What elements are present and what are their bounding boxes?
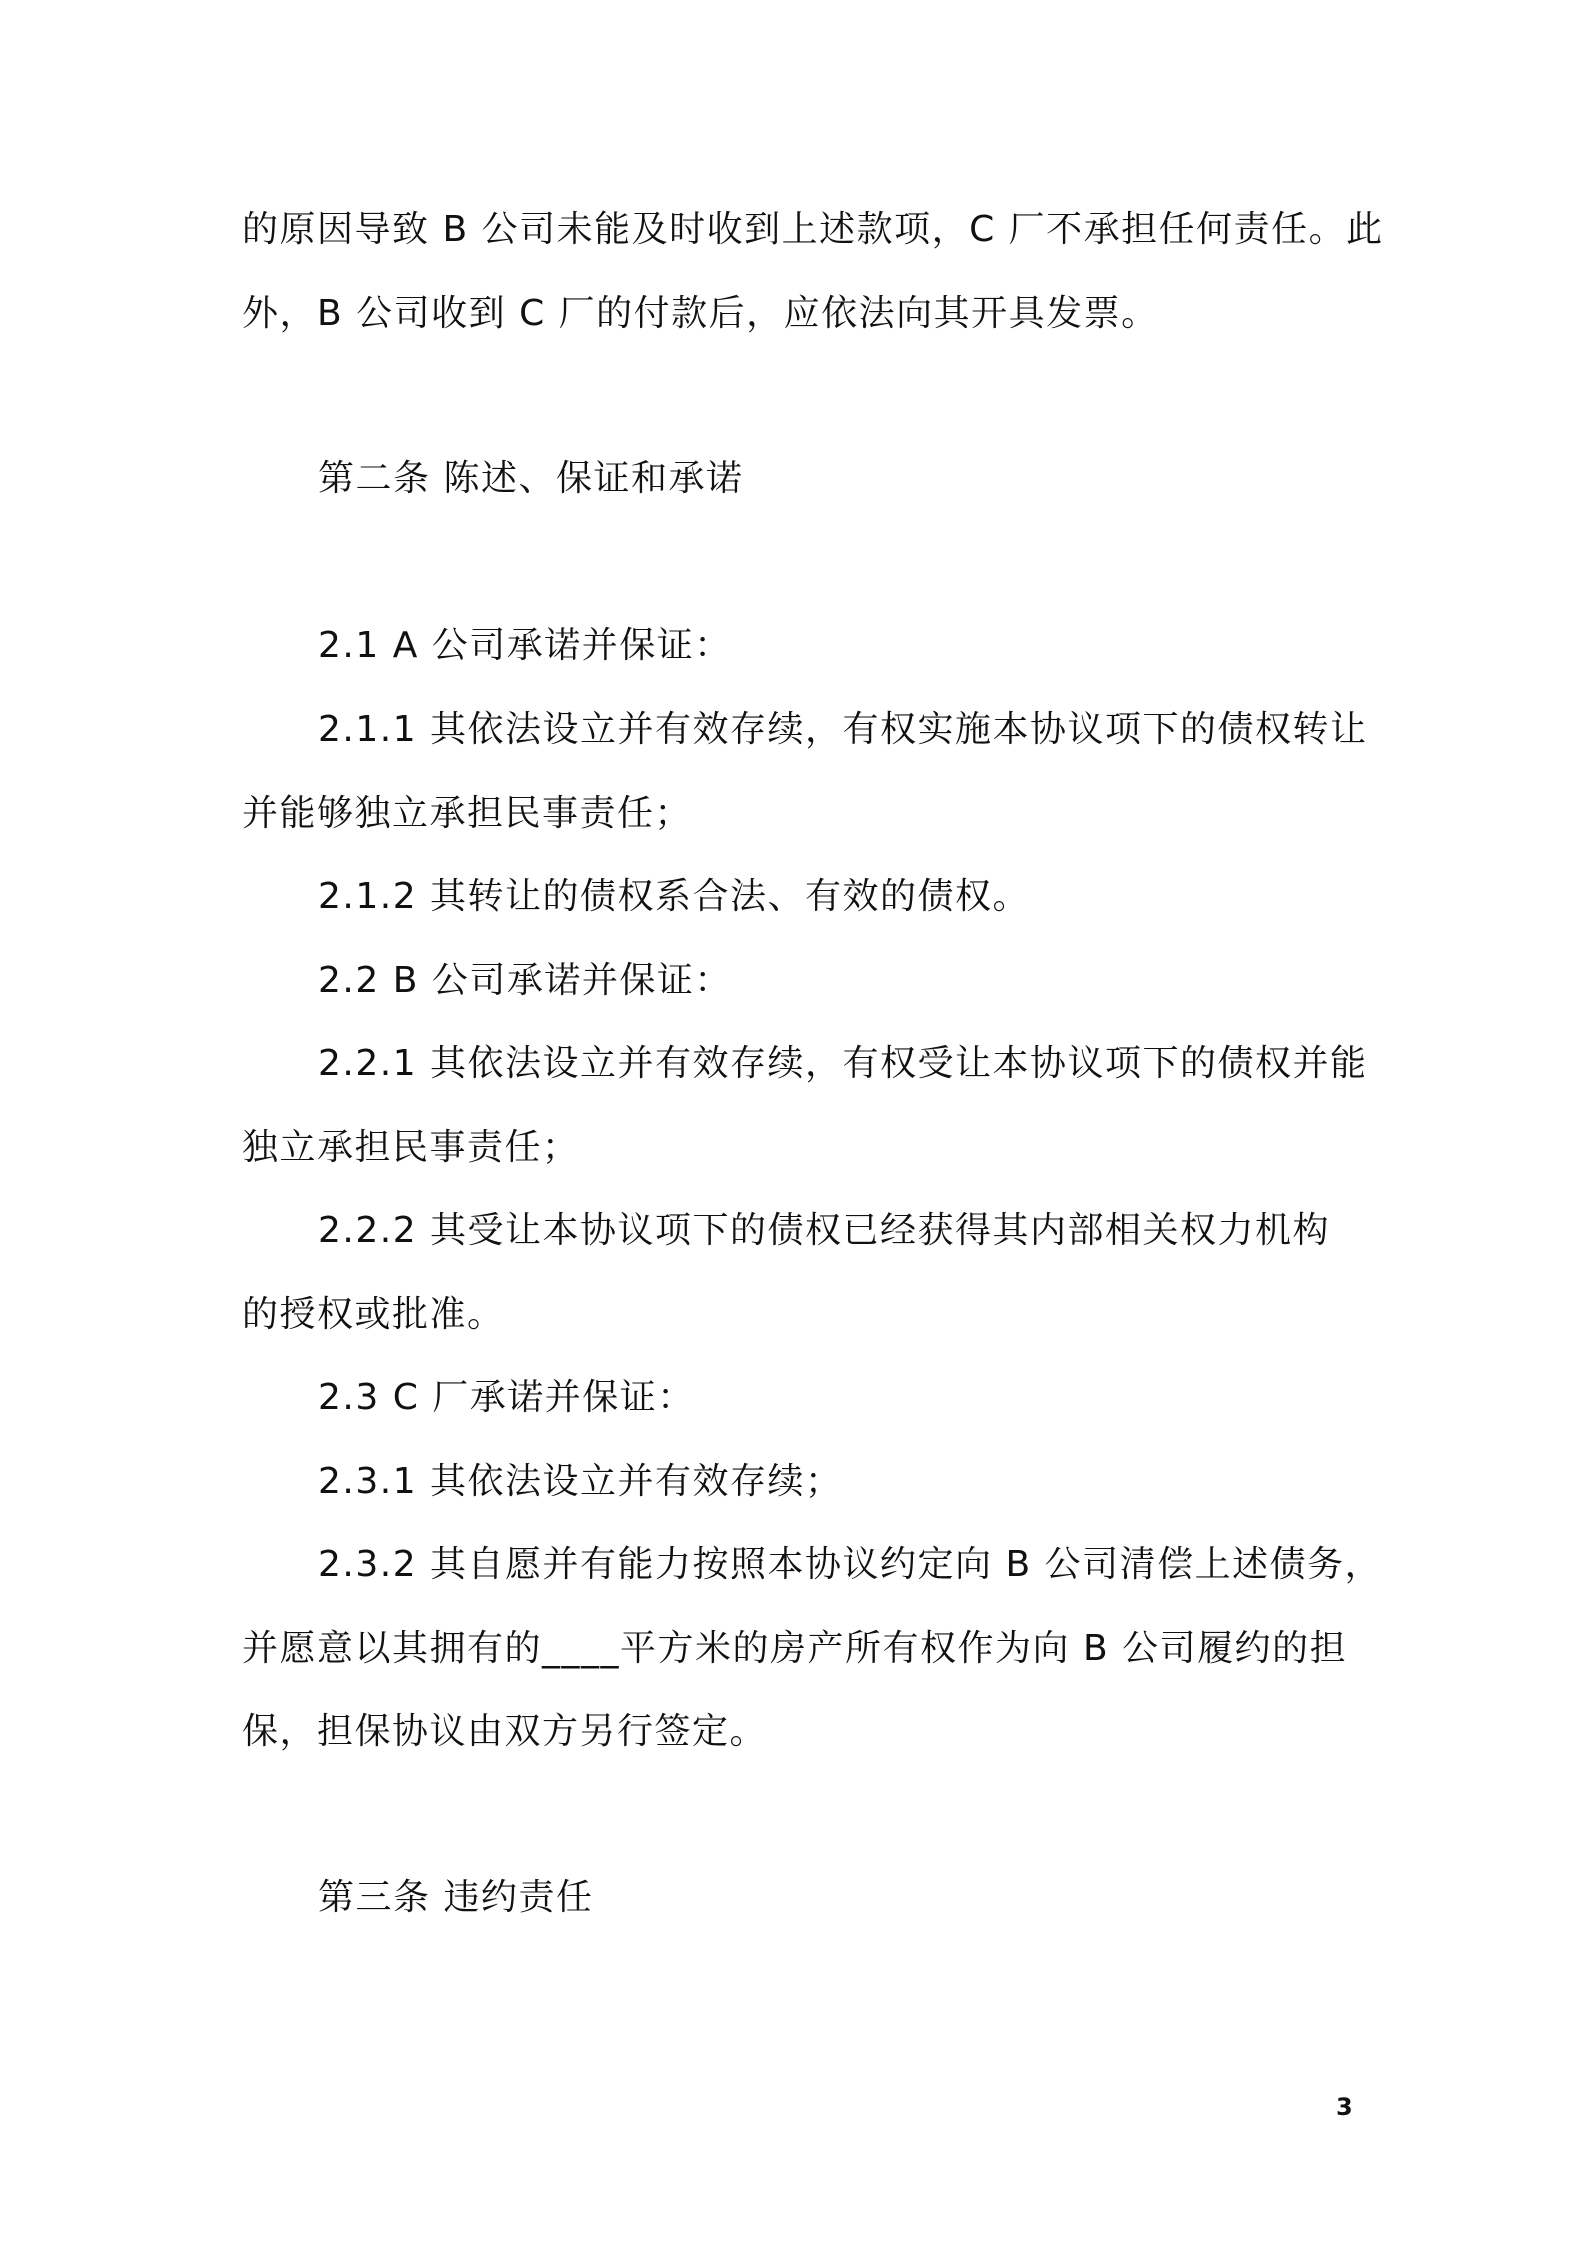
paragraph-line: 并愿意以其拥有的____平方米的房产所有权作为向 B 公司履约的担 (242, 1628, 1348, 1669)
paragraph-line: 2.1.1 其依法设立并有效存续，有权实施本协议项下的债权转让 (318, 709, 1368, 750)
paragraph-line: 2.2.2 其受让本协议项下的债权已经获得其内部相关权力机构 (318, 1210, 1331, 1251)
section-heading: 第二条 陈述、保证和承诺 (318, 458, 744, 499)
paragraph-line: 2.3.1 其依法设立并有效存续； (318, 1461, 843, 1502)
paragraph-line: 2.1.2 其转让的债权系合法、有效的债权。 (318, 876, 1031, 917)
paragraph-line: 2.3.2 其自愿并有能力按照本协议约定向 B 公司清偿上述债务， (318, 1544, 1383, 1585)
paragraph-line: 2.2.1 其依法设立并有效存续，有权受让本协议项下的债权并能 (318, 1043, 1368, 1084)
clause-heading: 2.1 A 公司承诺并保证： (318, 625, 732, 666)
page-number: 3 (1336, 2093, 1353, 2121)
paragraph-line: 的原因导致 B 公司未能及时收到上述款项，C 厂不承担任何责任。此 (242, 209, 1384, 250)
paragraph-line: 独立承担民事责任； (242, 1127, 580, 1168)
clause-heading: 2.3 C 厂承诺并保证： (318, 1377, 695, 1418)
clause-heading: 2.2 B 公司承诺并保证： (318, 960, 732, 1001)
paragraph-line: 保，担保协议由双方另行签定。 (242, 1711, 768, 1752)
paragraph-line: 外，B 公司收到 C 厂的付款后，应依法向其开具发票。 (242, 293, 1159, 334)
paragraph-line: 的授权或批准。 (242, 1294, 505, 1335)
section-heading: 第三条 违约责任 (318, 1877, 594, 1918)
paragraph-line: 并能够独立承担民事责任； (242, 793, 693, 834)
